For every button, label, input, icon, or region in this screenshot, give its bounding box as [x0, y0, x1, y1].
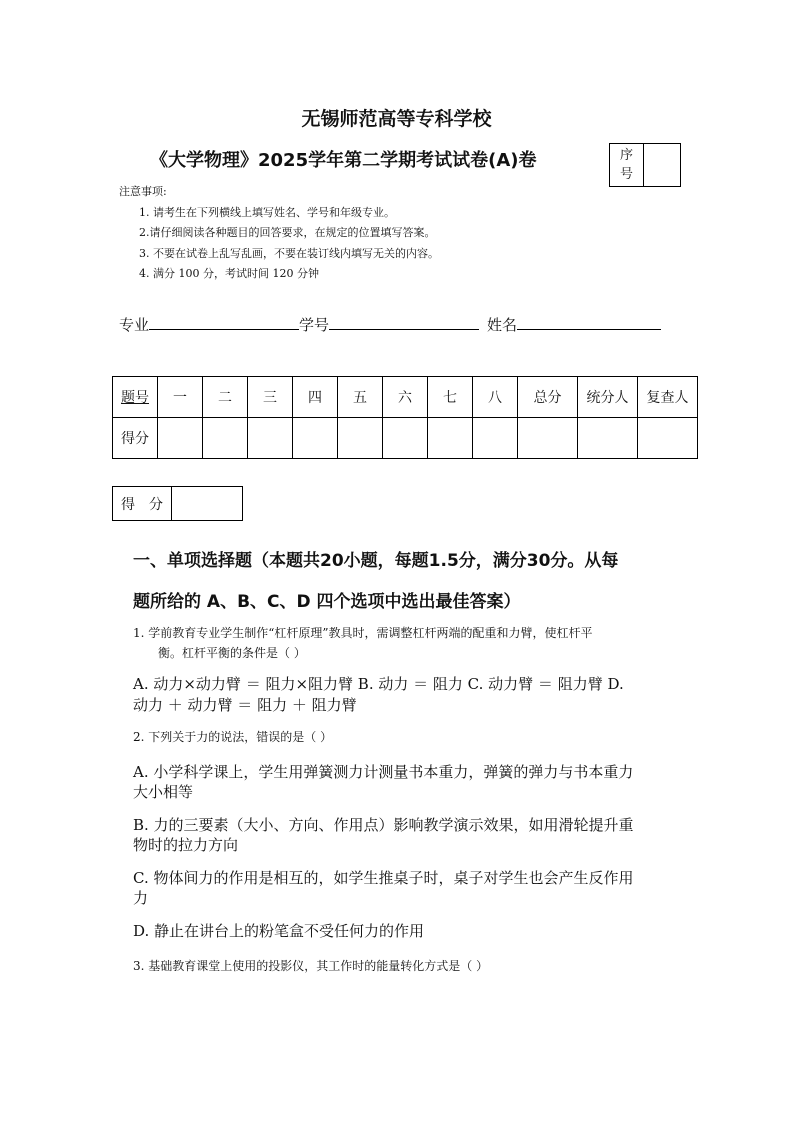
- notice-item-3: 3. 不要在试卷上乱写乱画，不要在装订线内填写无关的内容。: [139, 247, 439, 260]
- sequence-label-char-2: 号: [619, 167, 633, 182]
- question-1-options-line-2: 动力 ＋ 动力臂 ＝ 阻力 ＋ 阻力臂: [133, 696, 357, 714]
- score-header-cell: 六: [383, 377, 428, 418]
- section-score-box: [112, 486, 243, 521]
- score-cell[interactable]: [293, 418, 338, 459]
- major-label: 专业: [119, 316, 150, 334]
- score-header-cell: 八: [473, 377, 518, 418]
- section-score-label: 得 分: [113, 487, 172, 521]
- notice-item-4: 4. 满分 100 分，考试时间 120 分钟: [139, 267, 319, 280]
- sequence-label-char-1: 序: [619, 148, 633, 163]
- question-2-option-d: D. 静止在讲台上的粉笔盒不受任何力的作用: [133, 922, 425, 940]
- notice-heading: 注意事项:: [119, 185, 167, 198]
- score-header-cell: 一: [158, 377, 203, 418]
- sequence-value-cell[interactable]: [644, 144, 680, 186]
- student-id-field[interactable]: [329, 314, 479, 330]
- student-id-label: 学号: [299, 316, 330, 334]
- sequence-label: [610, 144, 644, 186]
- score-cell[interactable]: [578, 418, 638, 459]
- score-header-cell: 题号: [113, 377, 158, 418]
- sequence-number-box: [609, 143, 681, 187]
- score-cell[interactable]: [338, 418, 383, 459]
- major-field[interactable]: [149, 314, 299, 330]
- school-name: 无锡师范高等专科学校: [301, 108, 492, 130]
- score-cell[interactable]: [383, 418, 428, 459]
- question-3: 3. 基础教育课堂上使用的投影仪，其工作时的能量转化方式是（ ）: [133, 959, 489, 973]
- score-table-header-row: [113, 377, 698, 418]
- score-header-cell: 五: [338, 377, 383, 418]
- score-table: [112, 376, 698, 459]
- name-label: 姓名: [487, 316, 518, 334]
- score-cell[interactable]: [158, 418, 203, 459]
- score-row-label: 得分: [113, 418, 158, 459]
- question-2: 2. 下列关于力的说法，错误的是（ ）: [133, 730, 333, 744]
- score-header-cell: 七: [428, 377, 473, 418]
- question-2-option-a-line-2: 大小相等: [133, 783, 194, 801]
- question-2-option-c-line-2: 力: [133, 889, 149, 907]
- score-cell[interactable]: [518, 418, 578, 459]
- notice-item-1: 1. 请考生在下列横线上填写姓名、学号和年级专业。: [139, 206, 395, 219]
- score-cell[interactable]: [248, 418, 293, 459]
- score-header-cell: 三: [248, 377, 293, 418]
- notice-item-2: 2.请仔细阅读各种题目的回答要求，在规定的位置填写答案。: [139, 226, 436, 239]
- question-1-line-2: 衡。杠杆平衡的条件是（ ）: [158, 646, 306, 660]
- score-cell[interactable]: [473, 418, 518, 459]
- score-table-score-row: [113, 418, 698, 459]
- exam-title: 《大学物理》2025学年第二学期考试试卷(A)卷: [150, 150, 537, 171]
- question-2-option-b-line-2: 物时的拉力方向: [133, 836, 239, 854]
- student-info-fields: [119, 314, 661, 335]
- score-header-cell: 复查人: [638, 377, 698, 418]
- score-header-cell: 总分: [518, 377, 578, 418]
- score-cell[interactable]: [638, 418, 698, 459]
- section-heading-line-1: 一、单项选择题（本题共20小题，每题1.5分，满分30分。从每: [133, 551, 619, 571]
- question-2-option-a-line-1: A. 小学科学课上，学生用弹簧测力计测量书本重力，弹簧的弹力与书本重力: [133, 763, 634, 781]
- score-header-cell: 四: [293, 377, 338, 418]
- question-1-options-line-1: A. 动力×动力臂 ＝ 阻力×阻力臂 B. 动力 ＝ 阻力 C. 动力臂 ＝ 阻力臂 D.: [133, 675, 624, 693]
- score-cell[interactable]: [428, 418, 473, 459]
- question-2-option-c-line-1: C. 物体间力的作用是相互的，如学生推桌子时，桌子对学生也会产生反作用: [133, 869, 634, 887]
- section-heading-line-2: 题所给的 A、B、C、D 四个选项中选出最佳答案）: [133, 592, 521, 612]
- score-header-cell: 二: [203, 377, 248, 418]
- score-header-cell: 统分人: [578, 377, 638, 418]
- name-field[interactable]: [517, 314, 661, 330]
- section-score-cell[interactable]: [172, 487, 243, 521]
- question-2-option-b-line-1: B. 力的三要素（大小、方向、作用点）影响教学演示效果，如用滑轮提升重: [133, 816, 634, 834]
- question-1-line-1: 1. 学前教育专业学生制作“杠杆原理”教具时，需调整杠杆两端的配重和力臂，使杠杆平: [133, 626, 593, 640]
- score-cell[interactable]: [203, 418, 248, 459]
